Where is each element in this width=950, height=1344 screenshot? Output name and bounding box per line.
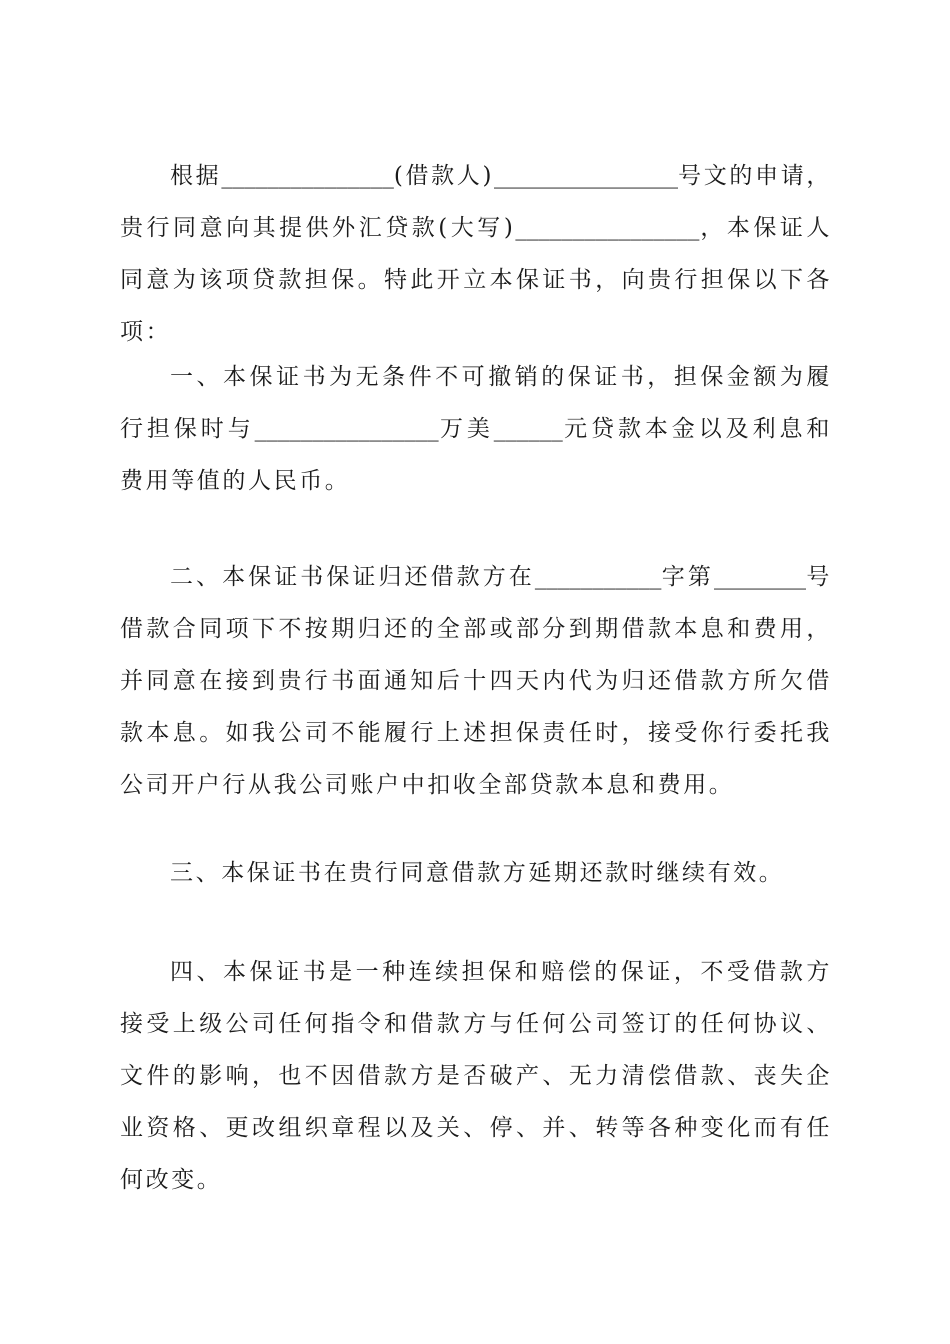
clause-1-text-3: 元贷款本金以及利息和费用等值的人民币。: [120, 416, 833, 494]
intro-text-1: 根据: [170, 163, 222, 189]
clause-2-blank-1: ___________: [534, 564, 662, 590]
clause-1-blank-2: ______: [493, 416, 563, 442]
clause-2-text-2: 字第: [661, 564, 714, 590]
clause-2-text-3: 号借款合同项下不按期归还的全部或部分到期借款本息和费用，并同意在接到贵行书面通知后十四天内代为归还借款方所欠借款本息。如我公司不能履行上述担保责任时，接受你行委托我公司开户行从我公司账户中扣收全部贷款本息和费用。: [120, 564, 832, 798]
loan-amount-blank: ________________: [515, 215, 700, 241]
clause-3-paragraph: 三、本保证书在贵行同意借款方延期还款时继续有效。: [170, 860, 785, 886]
clause-1-blank-1: ________________: [254, 416, 439, 442]
clause-4-paragraph: 四、本保证书是一种连续担保和赔偿的保证，不受借款方接受上级公司任何指令和借款方与任何公司签订的任何协议、文件的影响，也不因借款方是否破产、无力清偿借款、丧失企业资格、更改组织章程以及关、停、并、转等各种变化而有任何改变。: [120, 959, 832, 1193]
intro-text-2: (借款人): [393, 163, 495, 189]
intro-text-4: ，本保证人同意为该项贷款担保。特此开立本保证书，向贵行担保以下各项：: [120, 215, 833, 345]
clause-2-text-1: 二、本保证书保证归还借款方在: [170, 564, 535, 590]
borrower-blank: _______________: [221, 163, 394, 189]
clause-2-blank-2: ________: [713, 564, 806, 590]
intro-paragraph: [120, 150, 832, 358]
clause-1-text-2: 万美: [438, 416, 494, 442]
document-number-blank: ________________: [494, 163, 679, 189]
clause-1-text-1: 一、本保证书为无条件不可撤销的保证书，担保金额为履行担保时与: [120, 364, 832, 442]
clause-1-paragraph: [120, 351, 832, 507]
clause-2-paragraph: [120, 551, 832, 811]
intro-text-3: 号文的申请，贵行同意向其提供外汇贷款(大写): [120, 163, 832, 241]
